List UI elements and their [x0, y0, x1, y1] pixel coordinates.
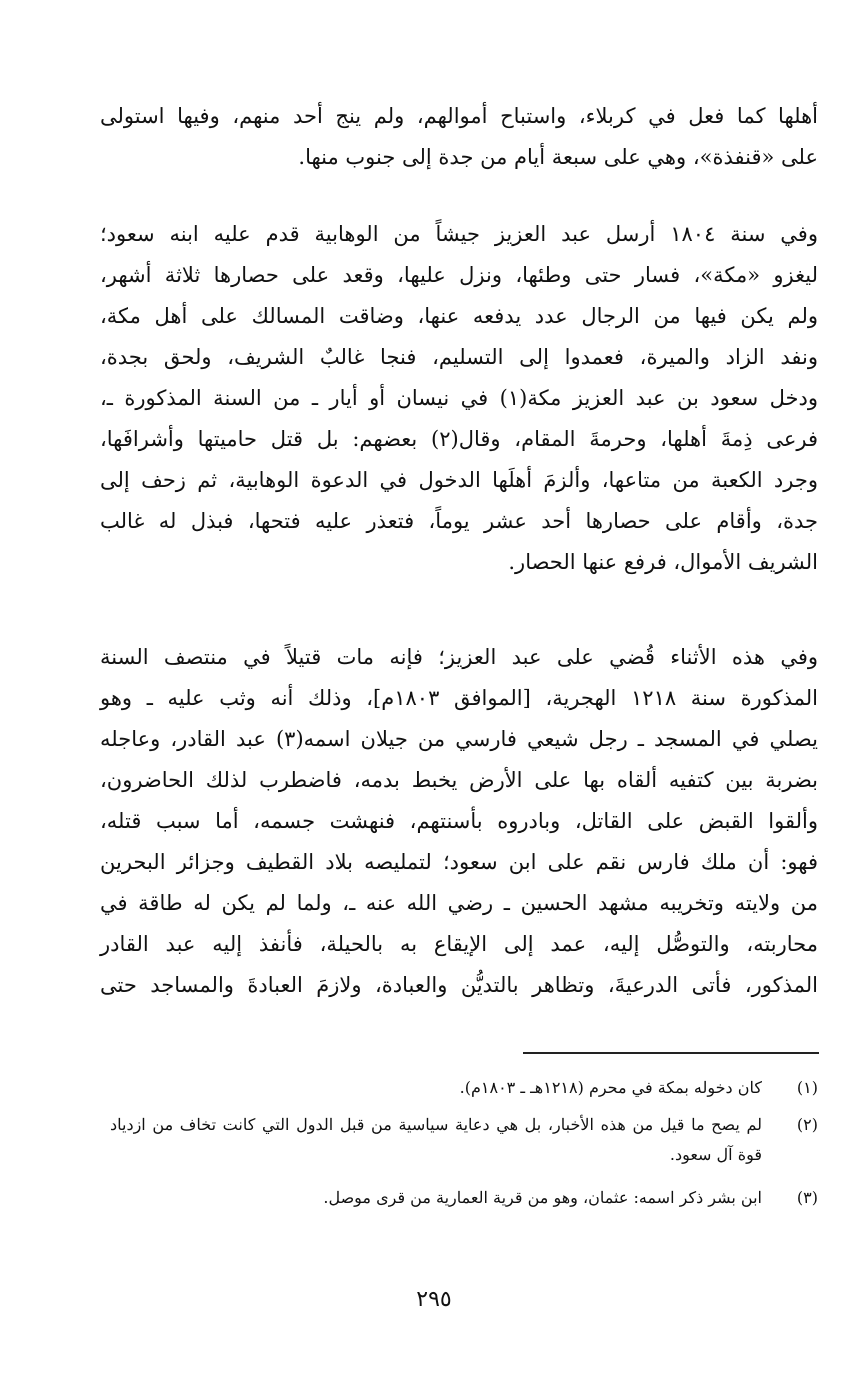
footnote-number: (٣) — [796, 1188, 818, 1207]
text-line: الشريف الأموال، فرفع عنها الحصار. — [508, 550, 818, 574]
text-line: ودخل سعود بن عبد العزيز مكة(١) في نيسان أو أيار ـ من السنة المذكورة ـ، — [100, 386, 818, 410]
text-line: ليغزو «مكة»، فسار حتى وطئها، ونزل عليها، وقعد على حصارها ثلاثة أشهر، — [100, 263, 818, 287]
text-line: وألقوا القبض على القاتل، وبادروه بأسنتهم، فنهشت جسمه، أما سبب قتله، — [100, 809, 818, 833]
text-line: المذكور، فأتى الدرعيةَ، وتظاهر بالتديُّن والعبادة، ولازمَ العبادةَ والمساجد حتى — [100, 973, 818, 997]
paragraph-2 — [100, 214, 818, 583]
text-line: وفي هذه الأثناء قُضي على عبد العزيز؛ فإنه مات قتيلاً في منتصف السنة — [100, 645, 818, 669]
page-number: ٢٩٥ — [416, 1287, 452, 1312]
paragraph-1 — [100, 96, 818, 178]
footnote-1 — [110, 1073, 818, 1103]
text-line: وفي سنة ١٨٠٤ أرسل عبد العزيز جيشاً من الوهابية قدم عليه ابنه سعود؛ — [100, 222, 818, 246]
text-line: بضربة بين كتفيه ألقاه بها على الأرض يخبط بدمه، فاضطرب لذلك الحاضرون، — [100, 768, 818, 792]
text-line: أهلها كما فعل في كربلاء، واستباح أموالهم، ولم ينج أحد منهم، وفيها استولى — [100, 104, 818, 128]
text-line: جدة، وأقام على حصارها أحد عشر يوماً، فتعذر عليه فتحها، فبذل له غالب — [100, 509, 818, 533]
footnote-text: كان دخوله بمكة في محرم (١٢١٨هـ ـ ١٨٠٣م). — [459, 1078, 762, 1097]
footnote-number: (١) — [796, 1078, 818, 1097]
text-line: ولم يكن فيها من الرجال عدد يدفعه عنها، وضاقت المسالك على أهل مكة، — [100, 304, 818, 328]
text-line: يصلي في المسجد ـ رجل شيعي فارسي من جيلان اسمه(٣) عبد القادر، وعاجله — [100, 727, 818, 751]
paragraph-3 — [100, 637, 818, 1006]
text-line: من ولايته وتخريبه مشهد الحسين ـ رضي الله عنه ـ، ولما لم يكن له طاقة في — [100, 891, 818, 915]
footnote-divider — [523, 1052, 819, 1054]
footnote-text: لم يصح ما قيل من هذه الأخبار، بل هي دعاية سياسية من قبل الدول التي كانت تخاف من ازدياد قوة آل سعود. — [110, 1115, 762, 1164]
text-line: فرعى ذِمةَ أهلها، وحرمةَ المقام، وقال(٢) بعضهم: بل قتل حاميتها وأشرافَها، — [100, 427, 818, 451]
footnote-text: ابن بشر ذكر اسمه: عثمان، وهو من قرية العمارية من قرى موصل. — [323, 1188, 762, 1207]
footnote-2 — [110, 1110, 818, 1170]
text-line: ونفد الزاد والميرة، فعمدوا إلى التسليم، فنجا غالبٌ الشريف، ولحق بجدة، — [100, 345, 818, 369]
text-line: وجرد الكعبة من متاعها، وألزمَ أهلَها الدخول في الدعوة الوهابية، ثم زحف إلى — [100, 468, 818, 492]
text-line: فهو: أن ملك فارس نقم على ابن سعود؛ لتمليصه بلاد القطيف وجزائر البحرين — [100, 850, 818, 874]
footnote-3 — [110, 1183, 818, 1213]
text-line: المذكورة سنة ١٢١٨ الهجرية، [الموافق ١٨٠٣م]، وذلك أنه وثب عليه ـ وهو — [100, 686, 818, 710]
text-line: على «قنفذة»، وهي على سبعة أيام من جدة إلى جنوب منها. — [298, 145, 818, 169]
text-line: محاربته، والتوصُّل إليه، عمد إلى الإيقاع به بالحيلة، فأنفذ إليه عبد القادر — [100, 932, 818, 956]
footnote-number: (٢) — [796, 1115, 818, 1134]
